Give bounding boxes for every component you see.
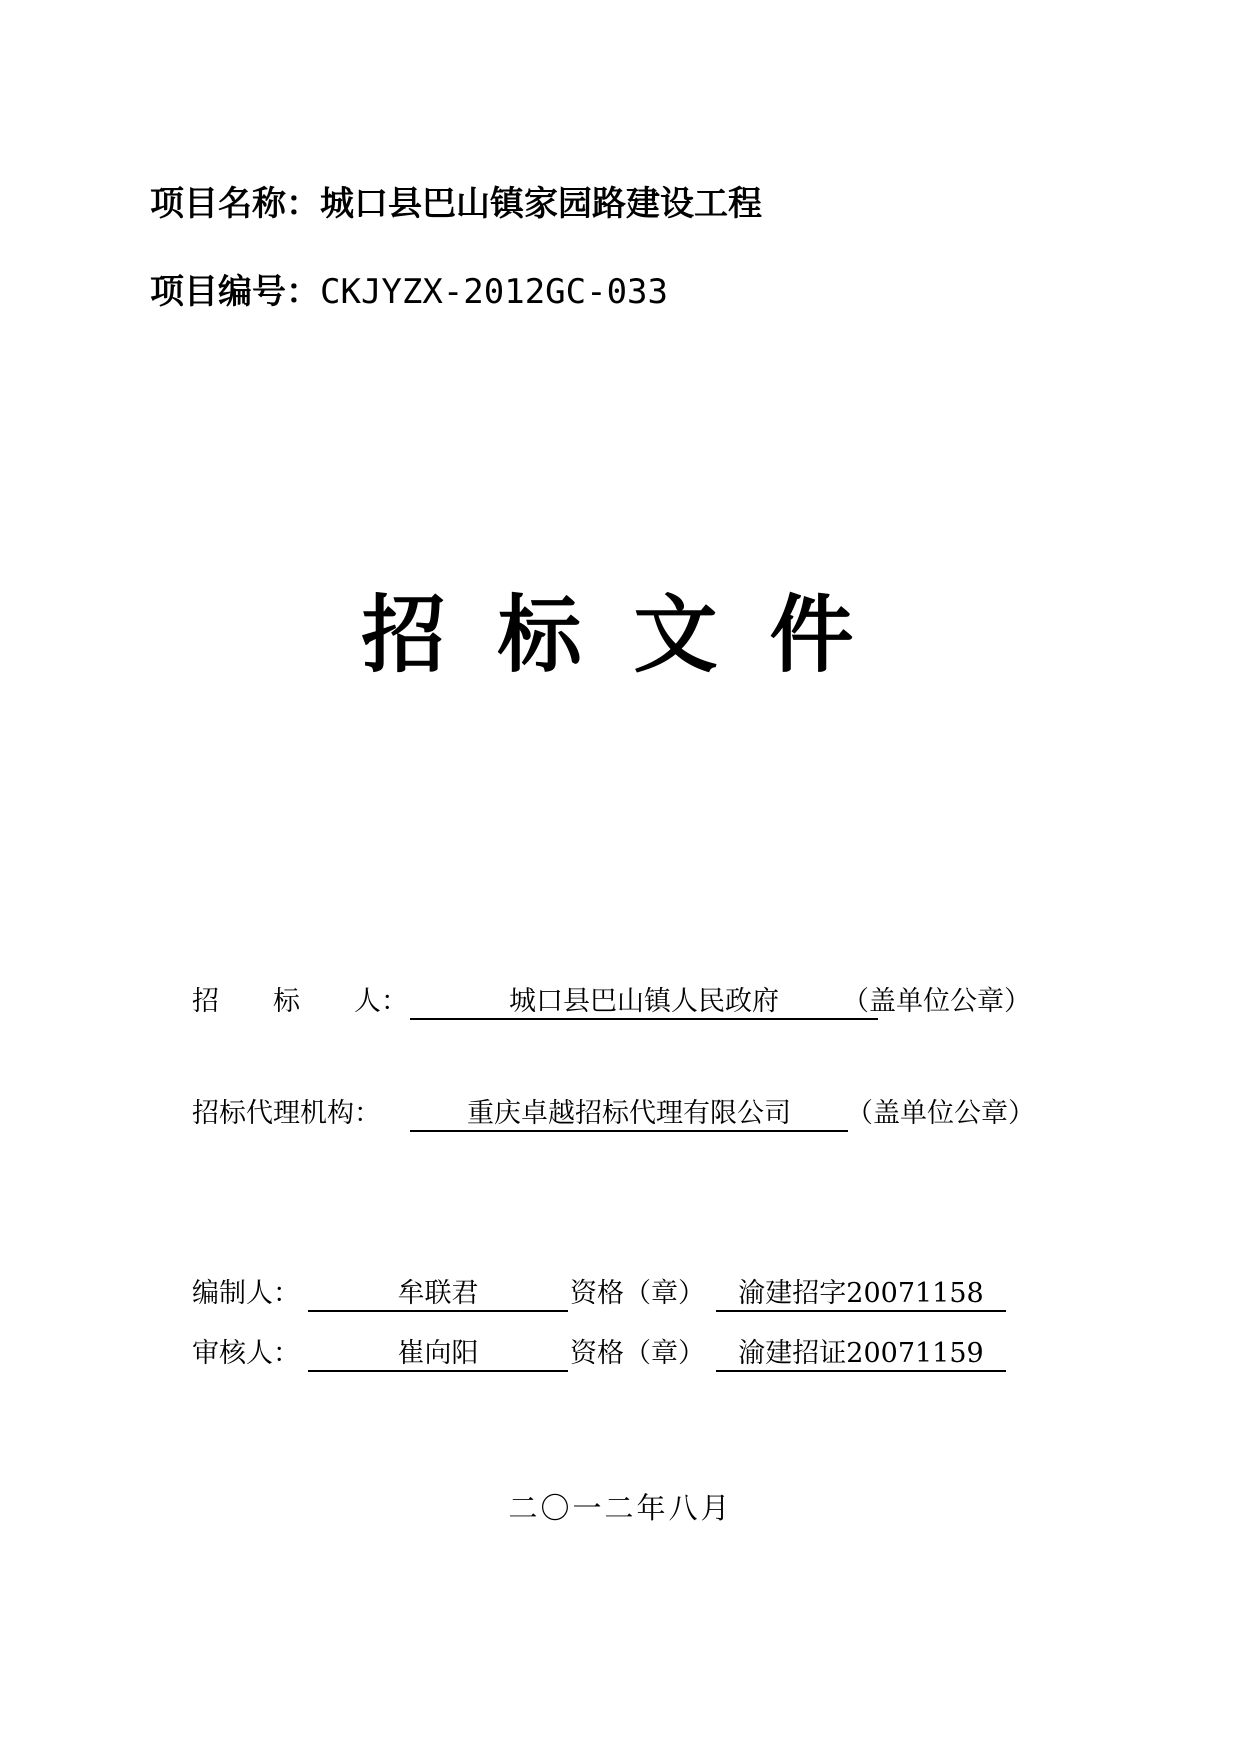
reviewer-label: 审核人： <box>192 1338 300 1369</box>
agency-seal-note: （盖单位公章） <box>846 1098 1035 1129</box>
agency-value: 重庆卓越招标代理有限公司 <box>410 1096 848 1132</box>
document-title: 招标文件 <box>361 585 906 684</box>
project-name-label: 项目名称： <box>150 184 320 224</box>
compiler-label: 编制人： <box>192 1278 300 1309</box>
tenderer-label: 招 标 人： <box>192 986 408 1017</box>
tenderer-value: 城口县巴山镇人民政府 <box>410 984 878 1020</box>
compiler-value: 牟联君 <box>308 1276 568 1312</box>
compiler-qual-value: 渝建招字20071158 <box>716 1276 1006 1312</box>
agency-label: 招标代理机构： <box>192 1098 381 1129</box>
project-name-line <box>150 182 762 226</box>
project-code-line <box>150 270 668 314</box>
compiler-qual-label: 资格（章） <box>570 1278 705 1309</box>
reviewer-qual-label: 资格（章） <box>570 1338 705 1369</box>
project-name-value: 城口县巴山镇家园路建设工程 <box>320 184 762 224</box>
project-code-value: CKJYZX-2012GC-033 <box>320 272 668 312</box>
document-date: 二〇一二年八月 <box>508 1491 733 1525</box>
reviewer-qual-value: 渝建招证20071159 <box>716 1336 1006 1372</box>
project-code-label: 项目编号： <box>150 272 320 312</box>
tenderer-seal-note: （盖单位公章） <box>842 986 1031 1017</box>
reviewer-value: 崔向阳 <box>308 1336 568 1372</box>
